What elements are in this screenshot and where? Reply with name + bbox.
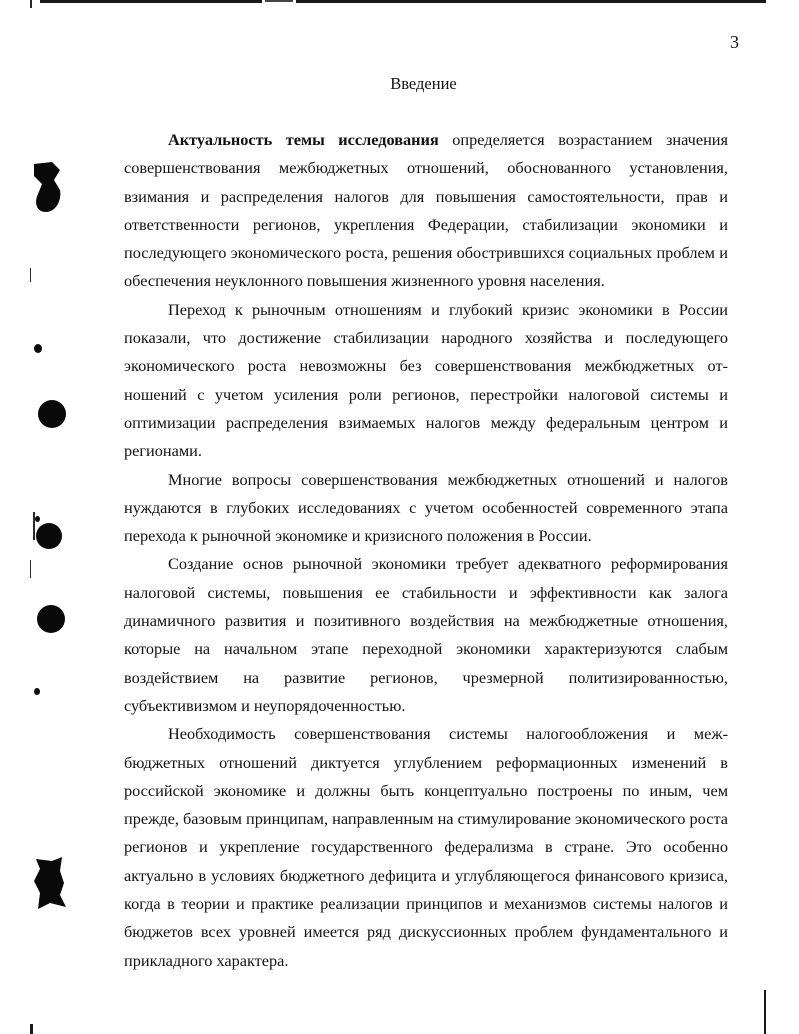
paragraph-1-text: определяется возрастанием значения совершенствования межбюджетных отношений, обоснованного установления, взимания и распределения налогов для повышения самостоятельности, прав и ответственности регионов, укрепления Федерации, стабилизации экономики и последующего экономического роста, решения обострившихся социальных проблем и обеспечения неуклонного повышения жизненного уровня населения.: [124, 130, 728, 291]
punch-hole-3: [37, 605, 65, 633]
paragraph-2: Переход к рыночным отношениям и глубокий кризис экономики в России показали, что достижение стабилизации народного хозяйства и последующего экономического роста невозможны без совершенствования межбюджетных отношений с учетом усиления роли регионов, перестройки налоговой системы и оптимизации распределения взимаемых налогов между федеральным центром и регионами.: [124, 299, 728, 461]
section-title: Введение: [390, 74, 457, 93]
punch-hole-2: [36, 523, 62, 549]
page-number: 3: [730, 32, 739, 52]
paragraph-1-lead: Актуальность темы исследования: [168, 130, 439, 149]
scan-edge-left-mark: [30, 268, 31, 282]
document-body: [124, 126, 728, 975]
paragraph-1: [124, 126, 728, 296]
scan-edge-left-mark-2: [30, 560, 31, 578]
scan-edge-top-left: [40, 0, 262, 3]
punch-hole-blob-bottom: [30, 855, 70, 911]
scan-edge-top-right: [296, 0, 766, 3]
scan-edge-bottom: [30, 1024, 33, 1034]
paragraph-5: Необходимость совершенствования системы налогообложения и межбюджетных отношений диктуется углублением реформационных изменений в российской экономике и должны быть концептуально построены по иным, чем прежде, базовым принципам, направленным на стимулирование экономического роста регионов и укрепление государственного федерализма в стране. Это особенно актуально в условиях бюджетного дефицита и углубляющегося финансового кризиса, когда в теории и практике реализации принципов и механизмов системы налогов и бюджетов всех уровней имеется ряд дискуссионных проблем фундаментального и прикладного характера.: [124, 724, 728, 970]
paragraph-3: Многие вопросы совершенствования межбюджетных отношений и налогов нуждаются в глубоких исследованиях с учетом особенностей современного этапа перехода к рыночной экономике и кризисного положения в России.: [124, 469, 728, 546]
scan-edge-right: [764, 990, 766, 1034]
punch-hole-dot-1: [34, 344, 42, 353]
scan-edge-top-gap: [265, 0, 293, 2]
punch-hole-dot-3: [34, 688, 40, 695]
punch-hole-1: [38, 400, 66, 428]
punch-hole-dot-2: [35, 516, 40, 522]
paragraph-4: Создание основ рыночной экономики требует адекватного реформирования налоговой системы, повышения ее стабильности и эффективности как залога динамичного развития и позитивного воздействия на межбюджетные отношения, которые на начальном этапе переходной экономики характеризуются слабым воздействием на развитие регионов, чрезмерной политизированностью, субъективизмом и неупорядоченностью.: [124, 554, 728, 715]
punch-hole-blob-top: [30, 160, 66, 216]
scan-edge-left-top: [30, 0, 32, 8]
